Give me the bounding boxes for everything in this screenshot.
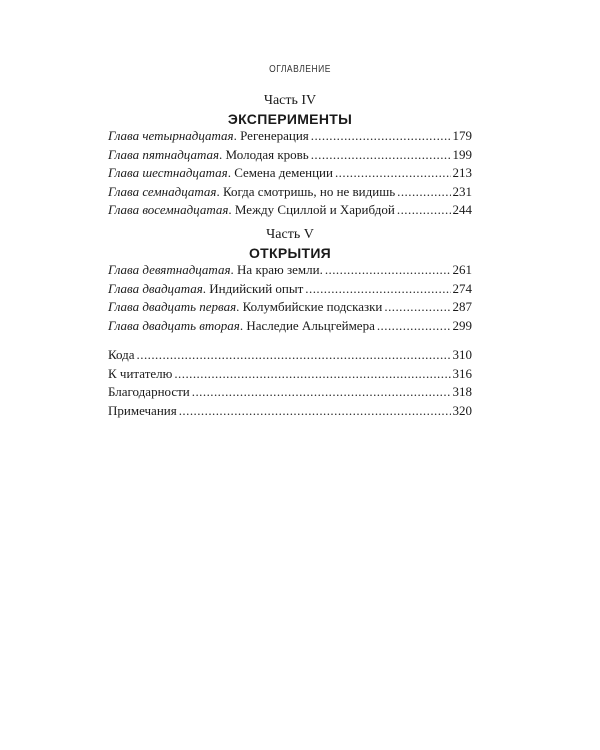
toc-entry[interactable] <box>108 317 472 336</box>
chapter-title: . Когда смотришь, но не видишь <box>216 183 396 199</box>
chapter-title: . На краю земли. <box>230 262 323 277</box>
toc-entry[interactable] <box>108 164 472 183</box>
toc-entry[interactable] <box>108 298 472 317</box>
chapter-label: Глава двадцать первая <box>108 299 237 314</box>
chapter-label: Глава пятнадцатая <box>108 146 220 162</box>
part-heading <box>108 227 472 262</box>
part-title: ЭКСПЕРИМЕНТЫ <box>227 111 353 127</box>
chapter-title: . Регенерация <box>233 128 309 143</box>
toc-entry[interactable] <box>108 146 472 165</box>
dot-leader <box>305 280 450 299</box>
chapter-title: . Наследие Альцгеймера <box>239 317 375 333</box>
part-heading <box>108 93 472 128</box>
page-number: 244 <box>452 202 472 217</box>
dot-leader <box>174 365 450 384</box>
page-number: 316 <box>452 365 472 381</box>
part-number: Часть IV <box>263 93 317 108</box>
chapter-title: . Между Сциллой и Харибдой <box>228 202 395 217</box>
dot-leader <box>335 164 451 183</box>
page-number: 320 <box>452 402 472 418</box>
chapter-label: Глава двадцатая <box>108 280 203 296</box>
entry-title: К читателю <box>108 365 173 381</box>
toc-entry[interactable] <box>108 201 472 220</box>
dot-leader <box>311 146 451 165</box>
page-number: 310 <box>452 347 472 362</box>
dot-leader <box>311 127 451 146</box>
chapter-label: Глава семнадцатая <box>108 183 217 199</box>
chapter-label: Глава четырнадцатая <box>108 128 234 143</box>
dot-leader <box>179 402 451 421</box>
page-number: 213 <box>452 165 472 180</box>
part-title: ОТКРЫТИЯ <box>248 245 332 261</box>
dot-leader <box>137 346 451 365</box>
chapter-list <box>108 127 472 220</box>
chapter-title: . Молодая кровь <box>219 146 309 162</box>
dot-leader <box>377 317 451 336</box>
chapter-list <box>108 261 472 335</box>
toc-entry[interactable] <box>108 365 472 384</box>
chapter-label: Глава шестнадцатая <box>108 165 228 180</box>
page-number: 261 <box>452 262 472 277</box>
chapter-title: . Семена деменции <box>227 165 333 180</box>
entry-title: Благодарности <box>108 384 190 399</box>
chapter-label: Глава девятнадцатая <box>108 262 231 277</box>
entry-title: Кода <box>108 347 135 362</box>
chapter-title: . Индийский опыт <box>202 280 304 296</box>
chapter-label: Глава восемнадцатая <box>108 202 229 217</box>
page-number: 318 <box>452 384 472 399</box>
page-number: 274 <box>452 280 472 296</box>
page-header: ОГЛАВЛЕНИЕ <box>269 64 331 75</box>
toc-entry[interactable] <box>108 183 472 202</box>
toc-entry[interactable] <box>108 261 472 280</box>
back-matter-list <box>108 346 472 420</box>
page-number: 199 <box>452 146 472 162</box>
page-number: 179 <box>452 128 472 143</box>
dot-leader <box>192 383 451 402</box>
toc-entry[interactable] <box>108 280 472 299</box>
dot-leader <box>397 183 450 202</box>
entry-title: Примечания <box>108 402 177 418</box>
chapter-label: Глава двадцать вторая <box>108 317 240 333</box>
dot-leader <box>384 298 450 317</box>
page-number: 287 <box>452 299 472 314</box>
toc-entry[interactable] <box>108 383 472 402</box>
toc-entry[interactable] <box>108 127 472 146</box>
toc-entry[interactable] <box>108 402 472 421</box>
chapter-title: . Колумбийские подсказки <box>236 299 383 314</box>
page-number: 231 <box>452 183 472 199</box>
part-number: Часть V <box>266 227 314 242</box>
page-number: 299 <box>452 317 472 333</box>
dot-leader <box>325 261 451 280</box>
dot-leader <box>397 201 451 220</box>
toc-entry[interactable] <box>108 346 472 365</box>
